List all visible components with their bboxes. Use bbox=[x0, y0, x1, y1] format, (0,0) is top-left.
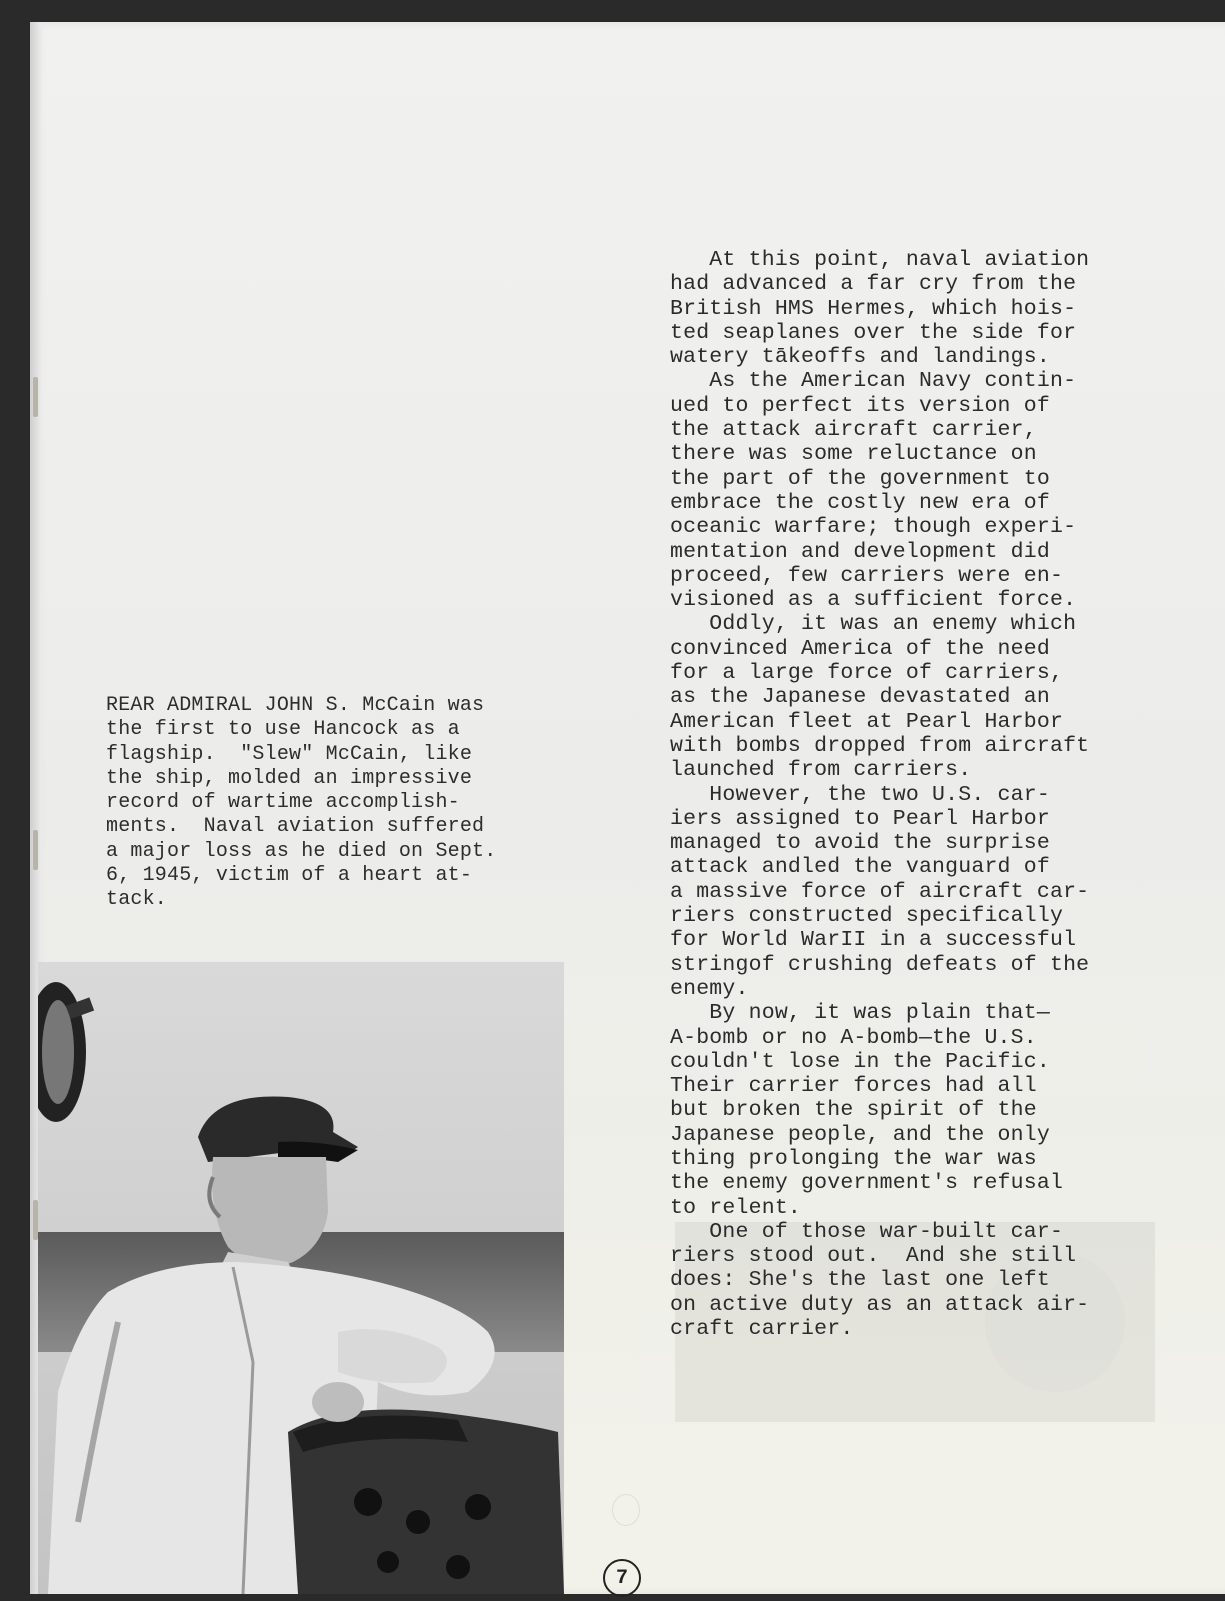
article-line: the enemy government's refusal bbox=[670, 1171, 1064, 1196]
photo-illustration bbox=[38, 962, 564, 1594]
article-line: British HMS Hermes, which hois- bbox=[670, 296, 1077, 321]
caption-line: the ship, molded an impressive bbox=[106, 766, 473, 790]
caption-line: flagship. "Slew" McCain, like bbox=[106, 742, 473, 766]
article-line: ted seaplanes over the side for bbox=[670, 320, 1077, 345]
article-line: thing prolonging the war was bbox=[670, 1146, 1037, 1171]
caption-line: REAR ADMIRAL JOHN S. McCain was bbox=[106, 694, 485, 717]
document-page bbox=[30, 22, 1225, 1594]
article-line: with bombs dropped from aircraft bbox=[670, 733, 1090, 758]
article-line: riers stood out. And she still bbox=[670, 1244, 1077, 1269]
article-line: visioned as a sufficient force. bbox=[670, 588, 1077, 613]
article-line: enemy. bbox=[670, 976, 749, 1001]
article-line: craft carrier. bbox=[670, 1317, 854, 1342]
article-line: for World WarII in a successful bbox=[670, 928, 1077, 953]
article-line: had advanced a far cry from the bbox=[670, 272, 1077, 297]
article-line: attack andled the vanguard of bbox=[670, 855, 1050, 880]
article-line: the attack aircraft carrier, bbox=[670, 418, 1037, 443]
article-body bbox=[670, 248, 1175, 1341]
faint-stamp-mark bbox=[612, 1494, 640, 1526]
article-line: Japanese people, and the only bbox=[670, 1122, 1050, 1147]
article-line: to relent. bbox=[670, 1195, 802, 1220]
article-line: riers constructed specifically bbox=[670, 904, 1064, 929]
article-line: for a large force of carriers, bbox=[670, 661, 1064, 686]
article-line: American fleet at Pearl Harbor bbox=[670, 709, 1064, 734]
caption-line: the first to use Hancock as a bbox=[106, 718, 460, 742]
article-line: watery tākeoffs and landings. bbox=[670, 345, 1050, 370]
caption-line: tack. bbox=[106, 888, 168, 912]
article-line: oceanic warfare; though experi- bbox=[670, 515, 1077, 540]
article-line: stringof crushing defeats of the bbox=[670, 952, 1090, 977]
article-line: but broken the spirit of the bbox=[670, 1098, 1037, 1123]
caption-line: ments. Naval aviation suffered bbox=[106, 815, 485, 839]
article-line: launched from carriers. bbox=[670, 758, 972, 783]
article-line: managed to avoid the surprise bbox=[670, 831, 1050, 856]
article-line: convinced America of the need bbox=[670, 636, 1050, 661]
article-line: However, the two U.S. car- bbox=[670, 782, 1050, 807]
article-line: A-bomb or no A-bomb—the U.S. bbox=[670, 1025, 1037, 1050]
article-line: the part of the government to bbox=[670, 466, 1050, 491]
article-line: a massive force of aircraft car- bbox=[670, 879, 1090, 904]
article-line: By now, it was plain that— bbox=[670, 1001, 1050, 1026]
caption-line: record of wartime accomplish- bbox=[106, 791, 460, 815]
article-line: embrace the costly new era of bbox=[670, 490, 1050, 515]
article-line: Their carrier forces had all bbox=[670, 1074, 1037, 1099]
article-line: as the Japanese devastated an bbox=[670, 685, 1050, 710]
staple bbox=[33, 377, 38, 417]
admiral-mccain-photo bbox=[38, 962, 564, 1594]
article-line: mentation and development did bbox=[670, 539, 1050, 564]
photo-caption bbox=[106, 694, 606, 913]
article-line: Oddly, it was an enemy which bbox=[670, 612, 1077, 637]
article-line: couldn't lose in the Pacific. bbox=[670, 1049, 1050, 1074]
caption-line: a major loss as he died on Sept. bbox=[106, 839, 497, 863]
article-line: ued to perfect its version of bbox=[670, 393, 1050, 418]
page-number: 7 bbox=[603, 1559, 641, 1597]
article-line: there was some reluctance on bbox=[670, 442, 1037, 467]
staple bbox=[33, 830, 38, 870]
article-line: does: She's the last one left bbox=[670, 1268, 1050, 1293]
article-line: proceed, few carriers were en- bbox=[670, 563, 1064, 588]
caption-line: 6, 1945, victim of a heart at- bbox=[106, 864, 473, 888]
article-line: iers assigned to Pearl Harbor bbox=[670, 806, 1050, 831]
article-line: on active duty as an attack air- bbox=[670, 1292, 1090, 1317]
article-line: One of those war-built car- bbox=[670, 1219, 1064, 1244]
article-line: As the American Navy contin- bbox=[670, 369, 1077, 394]
article-line: At this point, naval aviation bbox=[670, 248, 1090, 272]
